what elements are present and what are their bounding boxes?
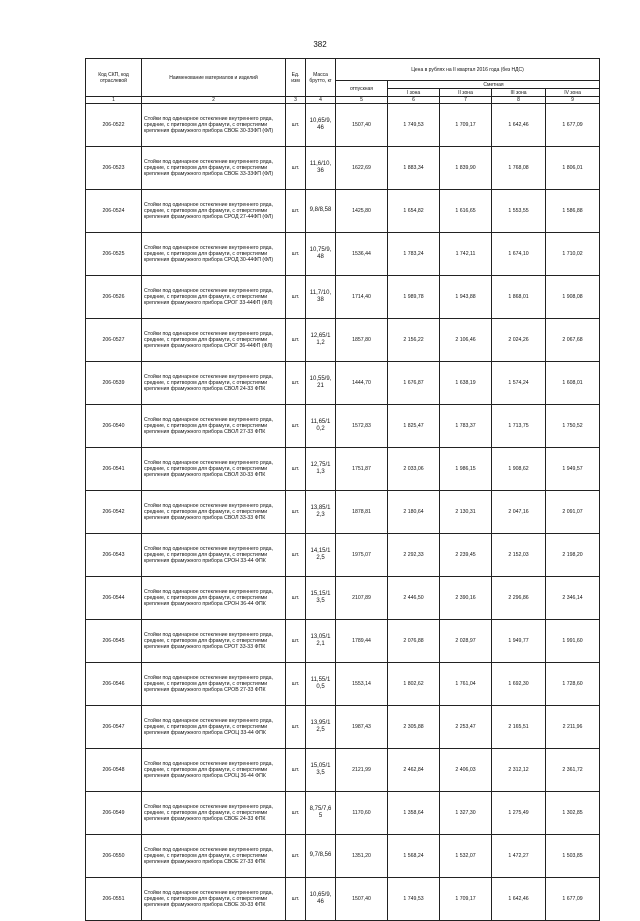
price-zone-2: 1 709,17 xyxy=(440,104,492,147)
price-release: 1751,87 xyxy=(336,448,388,491)
item-unit: шт. xyxy=(286,706,306,749)
item-name: Стойки под одинарное остекление внутреннего ряда, средние, с притвором для фрамуги, с отверстиями крепления фрамужного прибора СВОЛ 24-33 ФПК xyxy=(142,362,286,405)
item-name: Стойки под одинарное остекление внутреннего ряда, средние, с притвором для фрамуги, с отверстиями крепления фрамужного прибора СРОВ 27-33 ФПК xyxy=(142,663,286,706)
price-zone-4: 1 710,02 xyxy=(546,233,600,276)
price-zone-3: 1 553,55 xyxy=(492,190,546,233)
item-unit: шт. xyxy=(286,534,306,577)
header-zone-4: IV зона xyxy=(546,89,600,97)
item-unit: шт. xyxy=(286,835,306,878)
item-code: 206-0547 xyxy=(86,706,142,749)
item-name: Стойки под одинарное остекление внутреннего ряда, средние, с притвором для фрамуги, с отверстиями крепления фрамужного прибора СВОЛ 27-33 ФПК xyxy=(142,405,286,448)
price-zone-2: 2 239,45 xyxy=(440,534,492,577)
column-number: 1 xyxy=(86,97,142,104)
price-zone-1: 1 825,47 xyxy=(388,405,440,448)
header-mass: Масса брутто, кг xyxy=(306,59,336,97)
item-mass: 10,55/9, 21 xyxy=(306,362,336,405)
item-unit: шт. xyxy=(286,362,306,405)
price-zone-4: 1 503,85 xyxy=(546,835,600,878)
column-number: 9 xyxy=(546,97,600,104)
column-number: 6 xyxy=(388,97,440,104)
item-unit: шт. xyxy=(286,448,306,491)
item-mass: 12,75/1 1,3 xyxy=(306,448,336,491)
price-zone-2: 1 742,11 xyxy=(440,233,492,276)
item-unit: шт. xyxy=(286,749,306,792)
price-zone-3: 2 024,26 xyxy=(492,319,546,362)
table-row xyxy=(86,190,600,233)
table-row xyxy=(86,491,600,534)
price-release: 1170,60 xyxy=(336,792,388,835)
item-unit: шт. xyxy=(286,104,306,147)
price-zone-4: 1 302,85 xyxy=(546,792,600,835)
price-zone-4: 1 677,09 xyxy=(546,104,600,147)
header-zone-3: III зона xyxy=(492,89,546,97)
price-zone-3: 1 472,27 xyxy=(492,835,546,878)
price-zone-2: 2 253,47 xyxy=(440,706,492,749)
price-zone-2: 2 028,97 xyxy=(440,620,492,663)
price-zone-1: 1 358,64 xyxy=(388,792,440,835)
item-code: 206-0526 xyxy=(86,276,142,319)
price-zone-1: 1 883,34 xyxy=(388,147,440,190)
item-code: 206-0544 xyxy=(86,577,142,620)
price-zone-1: 1 654,82 xyxy=(388,190,440,233)
price-zone-4: 2 211,96 xyxy=(546,706,600,749)
price-zone-1: 1 783,24 xyxy=(388,233,440,276)
price-zone-3: 2 165,51 xyxy=(492,706,546,749)
item-code: 206-0548 xyxy=(86,749,142,792)
price-release: 1553,14 xyxy=(336,663,388,706)
price-release: 2121,99 xyxy=(336,749,388,792)
price-release: 1507,40 xyxy=(336,878,388,921)
column-number: 2 xyxy=(142,97,286,104)
item-name: Стойки под одинарное остекление внутреннего ряда, средние, с притвором для фрамуги, с отверстиями крепления фрамужного прибора СРОГ 36-44ФП (ФЛ) xyxy=(142,319,286,362)
price-zone-3: 1 713,75 xyxy=(492,405,546,448)
item-name: Стойки под одинарное остекление внутреннего ряда, средние, с притвором для фрамуги, с отверстиями крепления фрамужного прибора СРОД 27-44ФП (ФЛ) xyxy=(142,190,286,233)
price-zone-2: 2 406,03 xyxy=(440,749,492,792)
item-code: 206-0550 xyxy=(86,835,142,878)
item-unit: шт. xyxy=(286,276,306,319)
table-row xyxy=(86,749,600,792)
item-unit: шт. xyxy=(286,405,306,448)
price-zone-2: 1 783,37 xyxy=(440,405,492,448)
item-code: 206-0543 xyxy=(86,534,142,577)
item-mass: 11,55/1 0,5 xyxy=(306,663,336,706)
item-name: Стойки под одинарное остекление внутреннего ряда, средние, с притвором для фрамуги, с отверстиями крепления фрамужного прибора СРОД 30-44ФП (ФЛ) xyxy=(142,233,286,276)
price-release: 1789,44 xyxy=(336,620,388,663)
price-release: 1714,40 xyxy=(336,276,388,319)
price-zone-2: 1 638,19 xyxy=(440,362,492,405)
price-zone-4: 1 949,57 xyxy=(546,448,600,491)
item-name: Стойки под одинарное остекление внутреннего ряда, средние, с притвором для фрамуги, с отверстиями крепления фрамужного прибора СРОГ 33-44ФП (ФЛ) xyxy=(142,276,286,319)
table-row xyxy=(86,792,600,835)
item-code: 206-0525 xyxy=(86,233,142,276)
item-mass: 10,65/9, 46 xyxy=(306,104,336,147)
price-zone-1: 1 568,24 xyxy=(388,835,440,878)
price-zone-4: 1 608,01 xyxy=(546,362,600,405)
item-mass: 11,6/10, 36 xyxy=(306,147,336,190)
table-row xyxy=(86,835,600,878)
price-zone-3: 2 047,16 xyxy=(492,491,546,534)
table-row xyxy=(86,878,600,921)
item-mass: 9,7/8,56 xyxy=(306,835,336,878)
column-number: 8 xyxy=(492,97,546,104)
column-number: 7 xyxy=(440,97,492,104)
price-zone-4: 2 091,07 xyxy=(546,491,600,534)
column-number: 5 xyxy=(336,97,388,104)
item-mass: 15,15/1 3,5 xyxy=(306,577,336,620)
item-code: 206-0540 xyxy=(86,405,142,448)
price-zone-3: 1 674,10 xyxy=(492,233,546,276)
table-row xyxy=(86,577,600,620)
table-row xyxy=(86,319,600,362)
item-mass: 10,75/9, 48 xyxy=(306,233,336,276)
item-mass: 12,65/1 1,2 xyxy=(306,319,336,362)
price-zone-4: 1 908,08 xyxy=(546,276,600,319)
item-mass: 10,65/9, 46 xyxy=(306,878,336,921)
price-zone-4: 2 067,68 xyxy=(546,319,600,362)
price-release: 2107,89 xyxy=(336,577,388,620)
item-mass: 13,95/1 2,5 xyxy=(306,706,336,749)
item-name: Стойки под одинарное остекление внутреннего ряда, средние, с притвором для фрамуги, с отверстиями крепления фрамужного прибора СВОЛ 30-33 ФПК xyxy=(142,448,286,491)
price-zone-2: 1 839,90 xyxy=(440,147,492,190)
item-mass: 14,15/1 2,5 xyxy=(306,534,336,577)
price-zone-1: 1 802,62 xyxy=(388,663,440,706)
price-zone-2: 1 532,07 xyxy=(440,835,492,878)
table-row xyxy=(86,620,600,663)
item-unit: шт. xyxy=(286,233,306,276)
item-name: Стойки под одинарное остекление внутреннего ряда, средние, с притвором для фрамуги, с отверстиями крепления фрамужного прибора СРОЦ 33-44 ФПК xyxy=(142,706,286,749)
price-zone-3: 1 642,46 xyxy=(492,878,546,921)
price-zone-3: 2 152,03 xyxy=(492,534,546,577)
item-mass: 9,8/8,58 xyxy=(306,190,336,233)
price-zone-4: 1 991,60 xyxy=(546,620,600,663)
header-name: Наименование материалов и изделий xyxy=(142,59,286,97)
item-code: 206-0522 xyxy=(86,104,142,147)
price-zone-4: 1 586,88 xyxy=(546,190,600,233)
price-zone-1: 2 156,22 xyxy=(388,319,440,362)
price-zone-3: 1 692,30 xyxy=(492,663,546,706)
item-unit: шт. xyxy=(286,620,306,663)
price-release: 1444,70 xyxy=(336,362,388,405)
item-code: 206-0542 xyxy=(86,491,142,534)
price-zone-3: 1 949,77 xyxy=(492,620,546,663)
item-name: Стойки под одинарное остекление внутреннего ряда, средние, с притвором для фрамуги, с отверстиями крепления фрамужного прибора СВОЛ 33-33 ФПК xyxy=(142,491,286,534)
price-release: 1975,07 xyxy=(336,534,388,577)
price-zone-1: 1 676,87 xyxy=(388,362,440,405)
price-zone-2: 2 390,16 xyxy=(440,577,492,620)
table-row xyxy=(86,233,600,276)
item-name: Стойки под одинарное остекление внутреннего ряда, средние, с притвором для фрамуги, с отверстиями крепления фрамужного прибора СВОЕ 33-33ФП (ФЛ) xyxy=(142,147,286,190)
item-name: Стойки под одинарное остекление внутреннего ряда, средние, с притвором для фрамуги, с отверстиями крепления фрамужного прибора СРОТ 33-33 ФПК xyxy=(142,620,286,663)
price-release: 1622,69 xyxy=(336,147,388,190)
table-row xyxy=(86,362,600,405)
item-name: Стойки под одинарное остекление внутреннего ряда, средние, с притвором для фрамуги, с отверстиями крепления фрамужного прибора СРОН 36-44 ФПК xyxy=(142,577,286,620)
header-release: отпускная xyxy=(336,81,388,97)
price-zone-1: 1 749,53 xyxy=(388,878,440,921)
price-zone-2: 2 106,46 xyxy=(440,319,492,362)
price-zone-4: 1 806,01 xyxy=(546,147,600,190)
price-release: 1507,40 xyxy=(336,104,388,147)
price-zone-3: 1 574,24 xyxy=(492,362,546,405)
header-zone-2: II зона xyxy=(440,89,492,97)
item-unit: шт. xyxy=(286,792,306,835)
item-code: 206-0539 xyxy=(86,362,142,405)
item-name: Стойки под одинарное остекление внутреннего ряда, средние, с притвором для фрамуги, с отверстиями крепления фрамужного прибора СВОЕ 30-33 ФПК xyxy=(142,878,286,921)
price-zone-2: 1 616,65 xyxy=(440,190,492,233)
item-name: Стойки под одинарное остекление внутреннего ряда, средние, с притвором для фрамуги, с отверстиями крепления фрамужного прибора СВОЕ 27-33 ФПК xyxy=(142,835,286,878)
header-estimate: Сметная xyxy=(388,81,600,89)
price-zone-4: 1 750,52 xyxy=(546,405,600,448)
price-zone-3: 1 275,49 xyxy=(492,792,546,835)
item-code: 206-0551 xyxy=(86,878,142,921)
page-number: 382 xyxy=(313,40,327,49)
item-unit: шт. xyxy=(286,491,306,534)
header-unit: Ед. изм xyxy=(286,59,306,97)
price-release: 1878,81 xyxy=(336,491,388,534)
price-zone-1: 2 305,88 xyxy=(388,706,440,749)
price-zone-1: 2 292,33 xyxy=(388,534,440,577)
price-zone-1: 1 989,78 xyxy=(388,276,440,319)
price-release: 1572,83 xyxy=(336,405,388,448)
header-code: Код СКП, код отраслевой xyxy=(86,59,142,97)
price-zone-1: 2 076,88 xyxy=(388,620,440,663)
table-row xyxy=(86,663,600,706)
item-code: 206-0524 xyxy=(86,190,142,233)
table-row xyxy=(86,706,600,749)
price-zone-1: 2 446,50 xyxy=(388,577,440,620)
item-unit: шт. xyxy=(286,147,306,190)
price-zone-3: 1 868,01 xyxy=(492,276,546,319)
price-zone-3: 2 296,86 xyxy=(492,577,546,620)
table-row xyxy=(86,448,600,491)
item-mass: 11,65/1 0,2 xyxy=(306,405,336,448)
price-release: 1987,43 xyxy=(336,706,388,749)
price-zone-2: 2 130,31 xyxy=(440,491,492,534)
column-number: 4 xyxy=(306,97,336,104)
item-code: 206-0545 xyxy=(86,620,142,663)
item-name: Стойки под одинарное остекление внутреннего ряда, средние, с притвором для фрамуги, с отверстиями крепления фрамужного прибора СРОЦ 36-44 ФПК xyxy=(142,749,286,792)
price-zone-1: 2 033,06 xyxy=(388,448,440,491)
table-row xyxy=(86,534,600,577)
price-zone-3: 1 908,62 xyxy=(492,448,546,491)
price-zone-4: 1 728,60 xyxy=(546,663,600,706)
price-zone-2: 1 327,30 xyxy=(440,792,492,835)
price-zone-1: 1 749,53 xyxy=(388,104,440,147)
price-table xyxy=(85,58,600,921)
item-name: Стойки под одинарное остекление внутреннего ряда, средние, с притвором для фрамуги, с отверстиями крепления фрамужного прибора СВОЕ 24-33 ФПК xyxy=(142,792,286,835)
price-zone-4: 2 346,14 xyxy=(546,577,600,620)
price-zone-3: 1 642,46 xyxy=(492,104,546,147)
price-zone-2: 1 709,17 xyxy=(440,878,492,921)
item-name: Стойки под одинарное остекление внутреннего ряда, средние, с притвором для фрамуги, с отверстиями крепления фрамужного прибора СРОН 33-44 ФПК xyxy=(142,534,286,577)
item-code: 206-0523 xyxy=(86,147,142,190)
table-row xyxy=(86,147,600,190)
price-zone-1: 2 180,64 xyxy=(388,491,440,534)
price-zone-3: 2 312,12 xyxy=(492,749,546,792)
item-unit: шт. xyxy=(286,878,306,921)
item-unit: шт. xyxy=(286,663,306,706)
column-number-row xyxy=(86,97,600,104)
column-number: 3 xyxy=(286,97,306,104)
header-price: Цена в рублях на II квартал 2016 года (без НДС) xyxy=(336,59,600,81)
item-unit: шт. xyxy=(286,319,306,362)
price-zone-2: 1 986,15 xyxy=(440,448,492,491)
price-zone-1: 2 462,84 xyxy=(388,749,440,792)
price-zone-4: 1 677,09 xyxy=(546,878,600,921)
item-mass: 13,05/1 2,1 xyxy=(306,620,336,663)
item-unit: шт. xyxy=(286,577,306,620)
item-code: 206-0546 xyxy=(86,663,142,706)
price-zone-3: 1 768,08 xyxy=(492,147,546,190)
price-zone-2: 1 761,04 xyxy=(440,663,492,706)
header-zone-1: I зона xyxy=(388,89,440,97)
item-mass: 11,7/10, 38 xyxy=(306,276,336,319)
item-mass: 8,75/7,6 5 xyxy=(306,792,336,835)
price-release: 1857,80 xyxy=(336,319,388,362)
table-row xyxy=(86,104,600,147)
item-name: Стойки под одинарное остекление внутреннего ряда, средние, с притвором для фрамуги, с отверстиями крепления фрамужного прибора СВОЕ 30-33ФП (ФЛ) xyxy=(142,104,286,147)
item-mass: 15,05/1 3,5 xyxy=(306,749,336,792)
table-row xyxy=(86,276,600,319)
item-code: 206-0541 xyxy=(86,448,142,491)
table-body xyxy=(86,104,600,921)
table-row xyxy=(86,405,600,448)
price-release: 1425,80 xyxy=(336,190,388,233)
price-zone-2: 1 943,88 xyxy=(440,276,492,319)
price-zone-4: 2 361,72 xyxy=(546,749,600,792)
item-mass: 13,85/1 2,3 xyxy=(306,491,336,534)
price-zone-4: 2 198,20 xyxy=(546,534,600,577)
price-release: 1536,44 xyxy=(336,233,388,276)
item-unit: шт. xyxy=(286,190,306,233)
item-code: 206-0549 xyxy=(86,792,142,835)
item-code: 206-0527 xyxy=(86,319,142,362)
price-release: 1351,20 xyxy=(336,835,388,878)
